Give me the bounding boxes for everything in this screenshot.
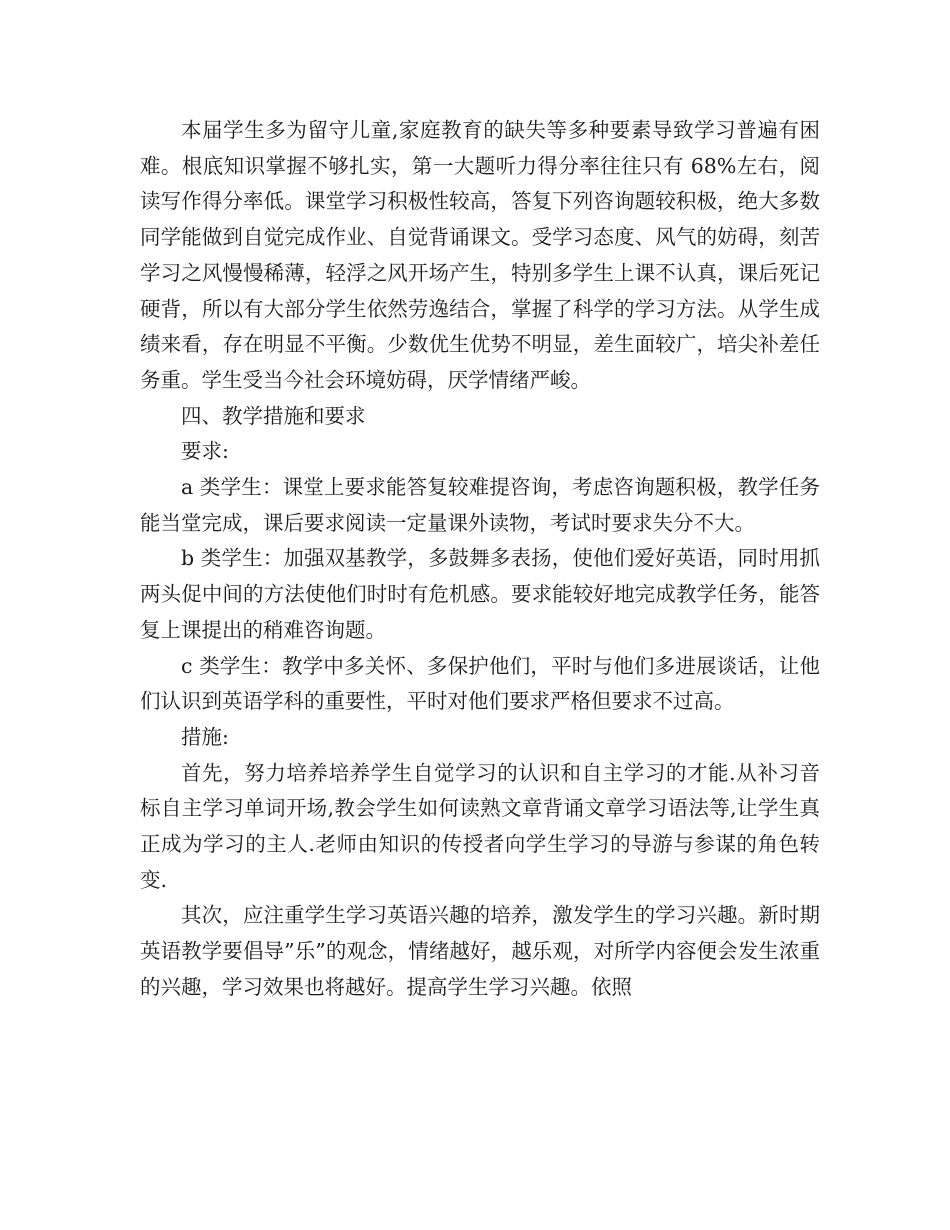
paragraph-class-b: b 类学生：加强双基教学，多鼓舞多表扬，使他们爱好英语，同时用抓两头促中间的方法使他们时时有危机感。要求能较好地完成教学任务，能答复上课提出的稍难咨询题。 (140, 546, 820, 642)
section-heading-measures: 四、教学措施和要求 (181, 403, 366, 428)
paragraph-student-situation: 本届学生多为留守儿童,家庭教育的缺失等多种要素导致学习普遍有困难。根底知识掌握不够扎实，第一大题听力得分率往往只有 68%左右，阅读写作得分率低。课堂学习积极性较高，答复下列咨询题较积极，绝大多数同学能做到自觉完成作业、自觉背诵课文。受学习态度、风气的妨碍，刻苦学习之风慢慢稀薄，轻浮之风开场产生，特别多学生上课不认真，课后死记硬背，所以有大部分学生依然劳逸结合，掌握了科学的学习方法。从学生成绩来看，存在明显不平衡。少数优生优势不明显，差生面较广，培尖补差任务重。学生受当今社会环境妨碍，厌学情绪严峻。 (140, 118, 820, 392)
paragraph-class-a: a 类学生：课堂上要求能答复较难提咨询，考虑咨询题积极，教学任务能当堂完成，课后要求阅读一定量课外读物，考试时要求失分不大。 (140, 475, 820, 535)
paragraph-first: 首先，努力培养培养学生自觉学习的认识和自主学习的才能.从补习音标自主学习单词开场,教会学生如何读熟文章背诵文章学习语法等,让学生真正成为学习的主人.老师由知识的传授者向学生学习的导游与参谋的角色转变. (140, 760, 820, 892)
paragraph-class-c: c 类学生：教学中多关怀、多保护他们，平时与他们多进展谈话，让他们认识到英语学科的重要性，平时对他们要求严格但要求不过高。 (140, 653, 820, 714)
paragraph-second: 其次，应注重学生学习英语兴趣的培养，激发学生的学习兴趣。新时期英语教学要倡导”乐”的观念，情绪越好，越乐观，对所学内容便会发生浓重的兴趣，学习效果也将越好。提高学生学习兴趣。依照 (140, 903, 820, 999)
measures-label: 措施: (181, 724, 229, 749)
requirements-label: 要求: (181, 439, 229, 464)
document-body (140, 113, 820, 1006)
